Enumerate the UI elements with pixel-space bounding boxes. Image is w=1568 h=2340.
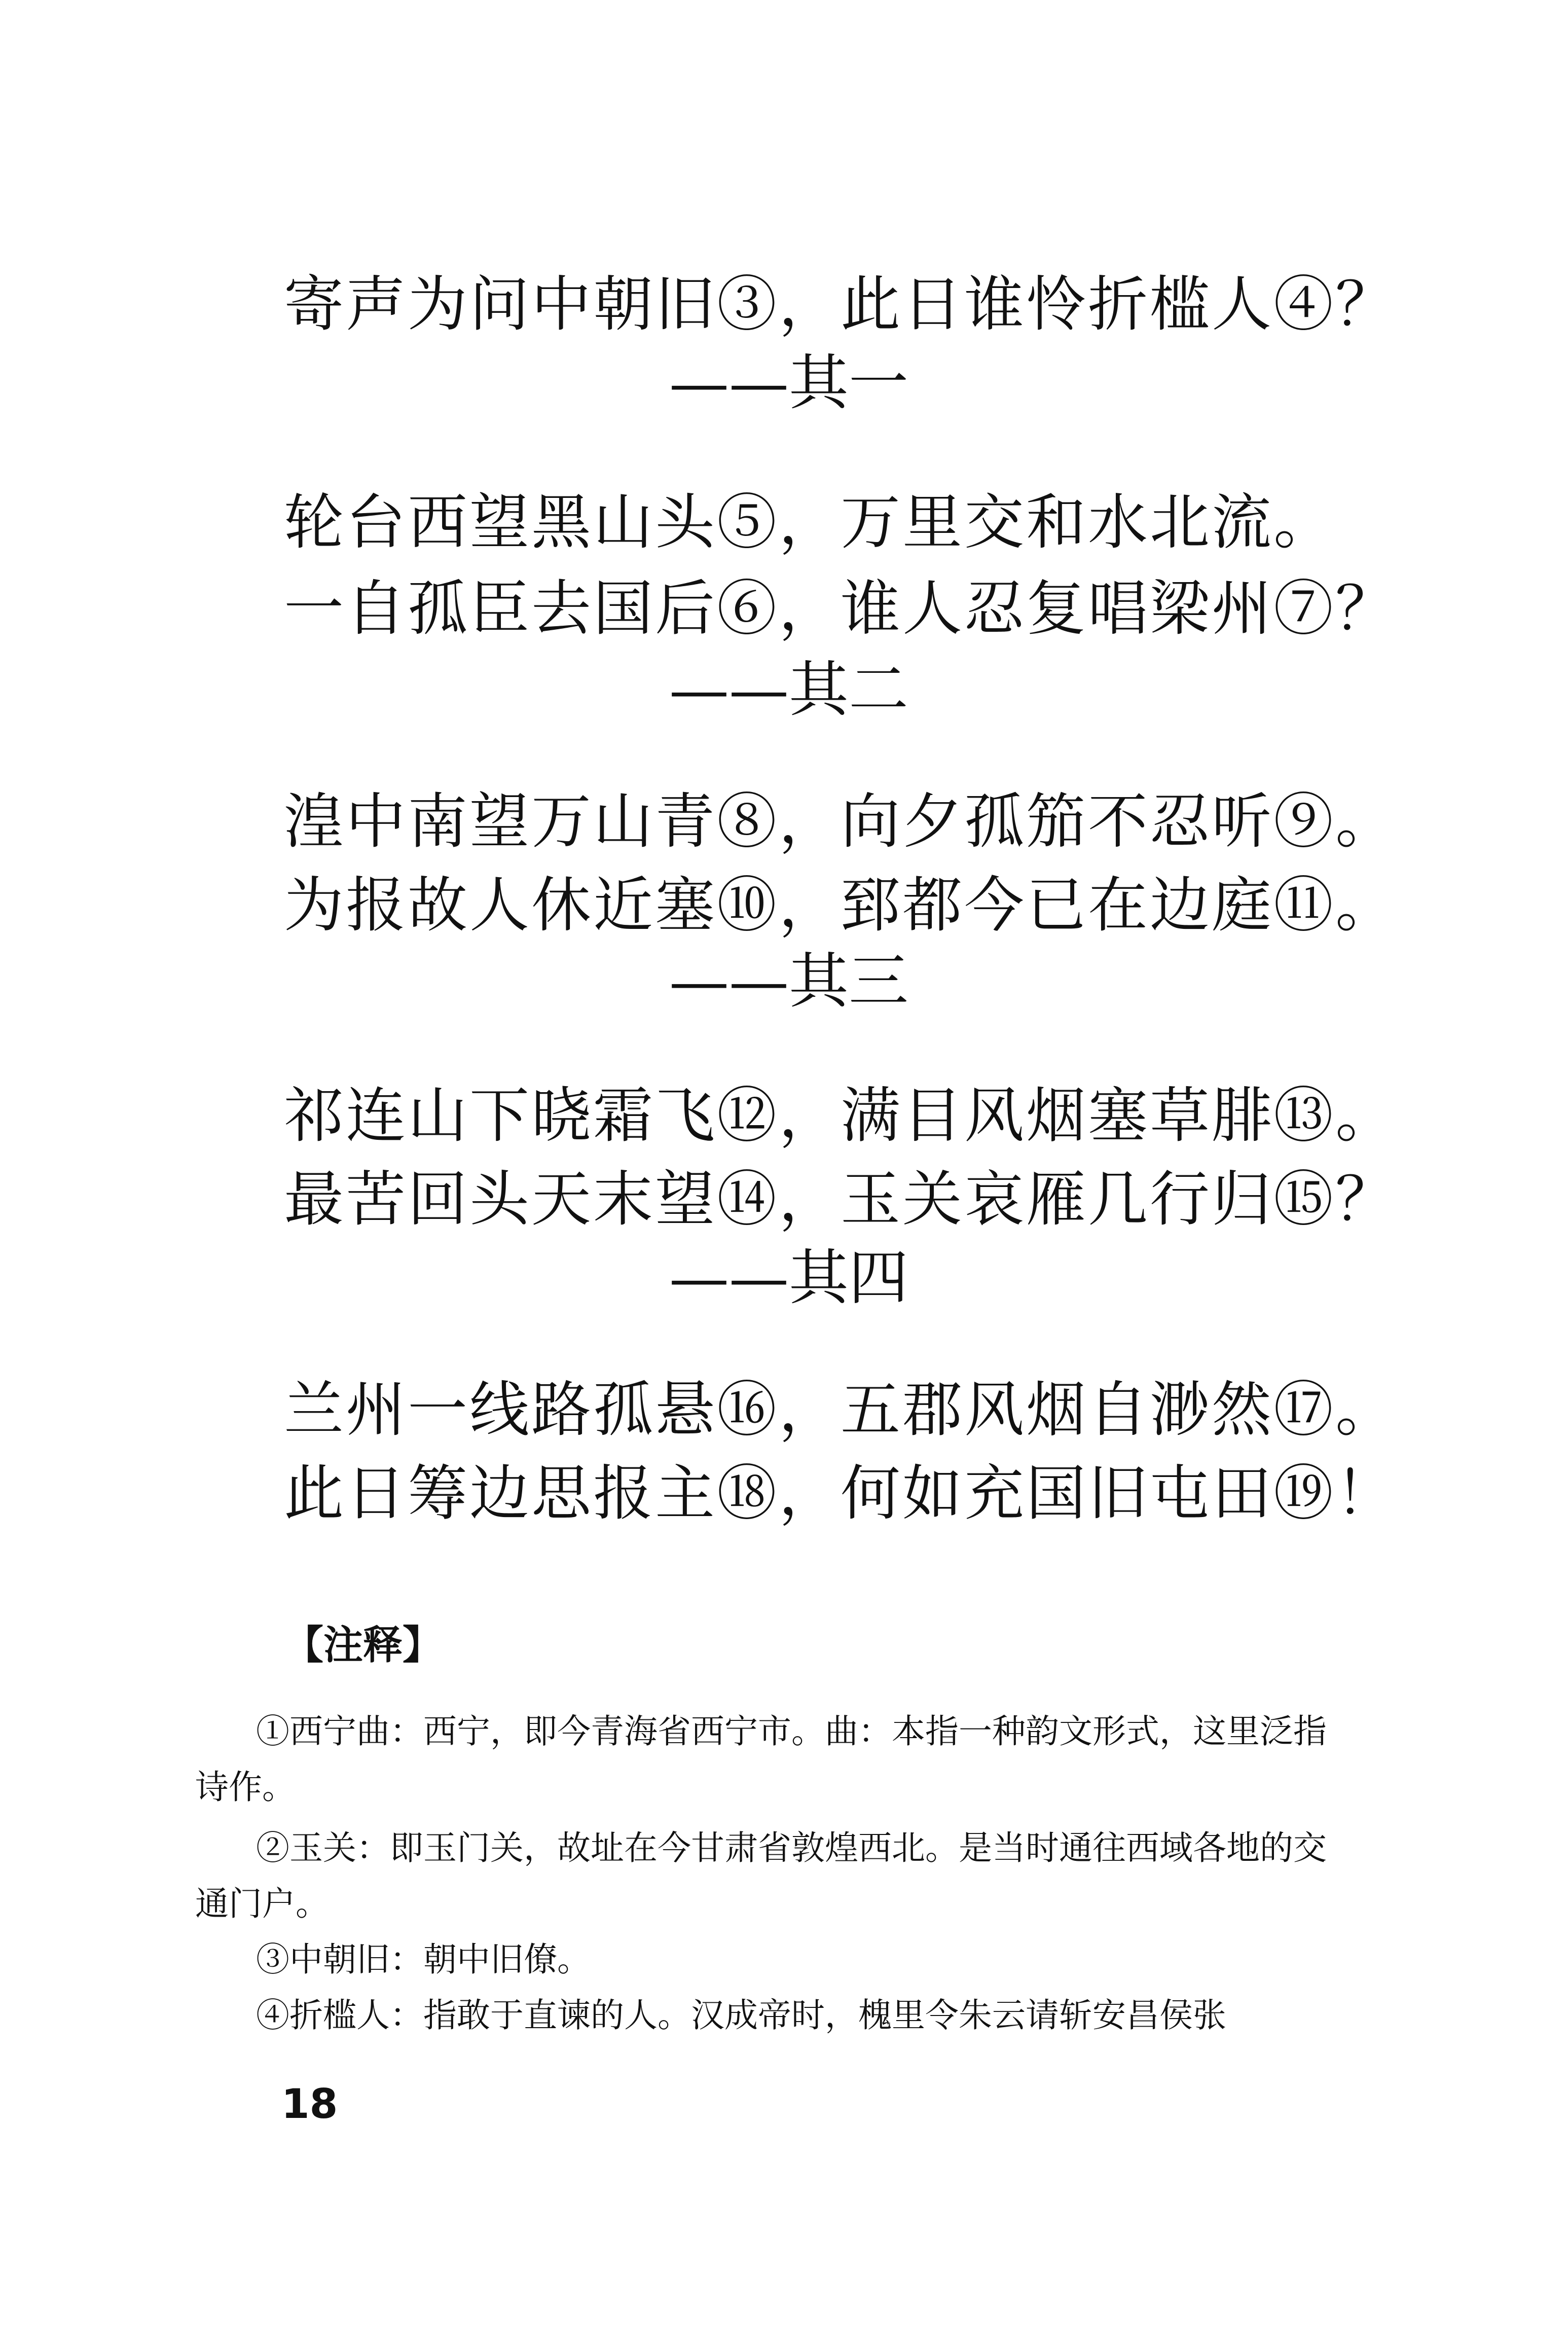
- page-number: 18: [281, 2080, 338, 2128]
- poem-2-line-1: 轮台西望黑山头⑤，万里交和水北流。: [284, 487, 1336, 557]
- note-item: ④折槛人：指敢于直谏的人。汉成帝时，槐里令朱云请斩安昌侯张: [256, 1996, 1226, 2035]
- poem-4-line-2: 最苦回头天末望⑭，玉关哀雁几行归⑮？: [284, 1164, 1398, 1234]
- notes-heading: 【注释】: [284, 1623, 443, 1668]
- poem-2-attribution: ——其二: [669, 655, 909, 725]
- poem-1-attribution: ——其一: [669, 348, 909, 418]
- poem-2-line-2: 一自孤臣去国后⑥，谁人忍复唱梁州⑦？: [284, 573, 1398, 643]
- poem-4-line-1: 祁连山下晓霜飞⑫，满目风烟塞草腓⑬。: [284, 1081, 1398, 1150]
- poem-3-line-2: 为报故人休近塞⑩，郅都今已在边庭⑪。: [284, 870, 1398, 940]
- poem-5-line-1: 兰州一线路孤悬⑯，五郡风烟自渺然⑰。: [284, 1375, 1398, 1445]
- poem-1-line-1: 寄声为问中朝旧③，此日谁怜折槛人④？: [284, 269, 1398, 339]
- poem-5-line-2: 此日筹边思报主⑱，何如充国旧屯田⑲！: [284, 1458, 1398, 1528]
- note-item: ③中朝旧：朝中旧僚。: [256, 1940, 591, 1979]
- note-item: ①西宁曲：西宁，即今青海省西宁市。曲：本指一种韵文形式，这里泛指诗作。: [195, 1712, 1327, 1807]
- poem-3-line-1: 湟中南望万山青⑧，向夕孤笳不忍听⑨。: [284, 786, 1398, 856]
- poem-3-attribution: ——其三: [669, 946, 909, 1016]
- poem-4-attribution: ——其四: [669, 1243, 909, 1313]
- note-item: ②玉关：即玉门关，故址在今甘肃省敦煌西北。是当时通往西域各地的交通门户。: [195, 1828, 1327, 1923]
